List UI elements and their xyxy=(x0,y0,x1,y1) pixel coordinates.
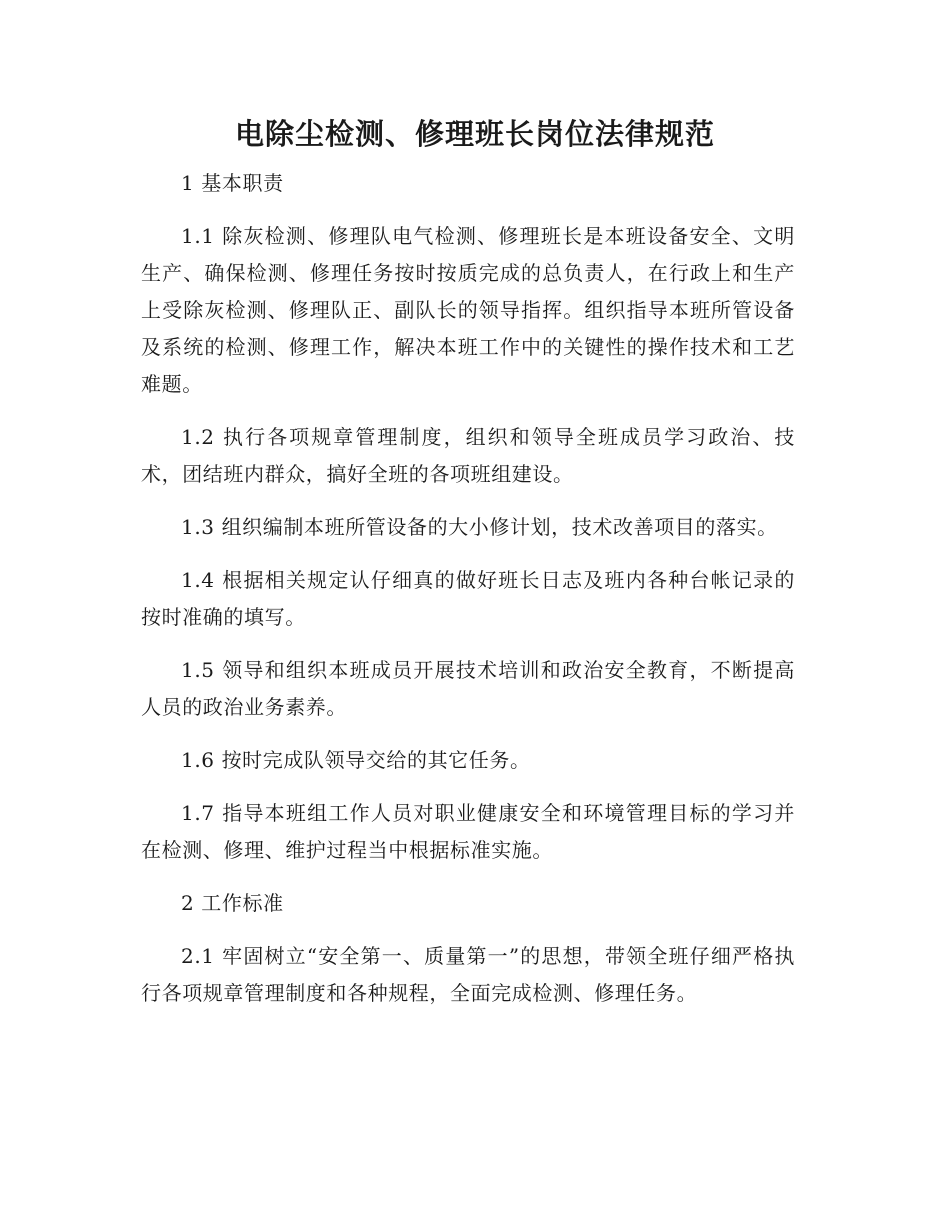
paragraph: 1.6 按时完成队领导交给的其它任务。 xyxy=(181,748,531,772)
paragraph: 1.1 除灰检测、修理队电气检测、修理班长是本班设备安全、文明生产、确保检测、修理任务按时按质完成的总负责人，在行政上和生产上受除灰检测、修理队正、副队长的领导指挥。组织指导本班所管设备及系统的检测、修理工作，解决本班工作中的关键性的操作技术和工艺难题。 xyxy=(141,224,795,396)
document-body xyxy=(141,165,795,1028)
paragraph: 1.4 根据相关规定认仔细真的做好班长日志及班内各种台帐记录的按时准确的填写。 xyxy=(141,568,795,629)
paragraph: 1.3 组织编制本班所管设备的大小修计划，技术改善项目的落实。 xyxy=(181,515,778,539)
section-heading: 2 工作标准 xyxy=(181,891,284,915)
paragraph: 1.7 指导本班组工作人员对职业健康安全和环境管理目标的学习并在检测、修理、维护过程当中根据标准实施。 xyxy=(141,801,795,862)
section-heading: 1 基本职责 xyxy=(181,171,284,195)
paragraph: 1.5 领导和组织本班成员开展技术培训和政治安全教育，不断提高人员的政治业务素养。 xyxy=(141,658,795,719)
page-title: 电除尘检测、修理班长岗位法律规范 xyxy=(234,117,715,151)
paragraph: 2.1 牢固树立“安全第一、质量第一”的思想，带领全班仔细严格执行各项规章管理制度和各种规程，全面完成检测、修理任务。 xyxy=(141,944,795,1005)
paragraph: 1.2 执行各项规章管理制度，组织和领导全班成员学习政治、技术，团结班内群众，搞好全班的各项班组建设。 xyxy=(141,425,795,486)
